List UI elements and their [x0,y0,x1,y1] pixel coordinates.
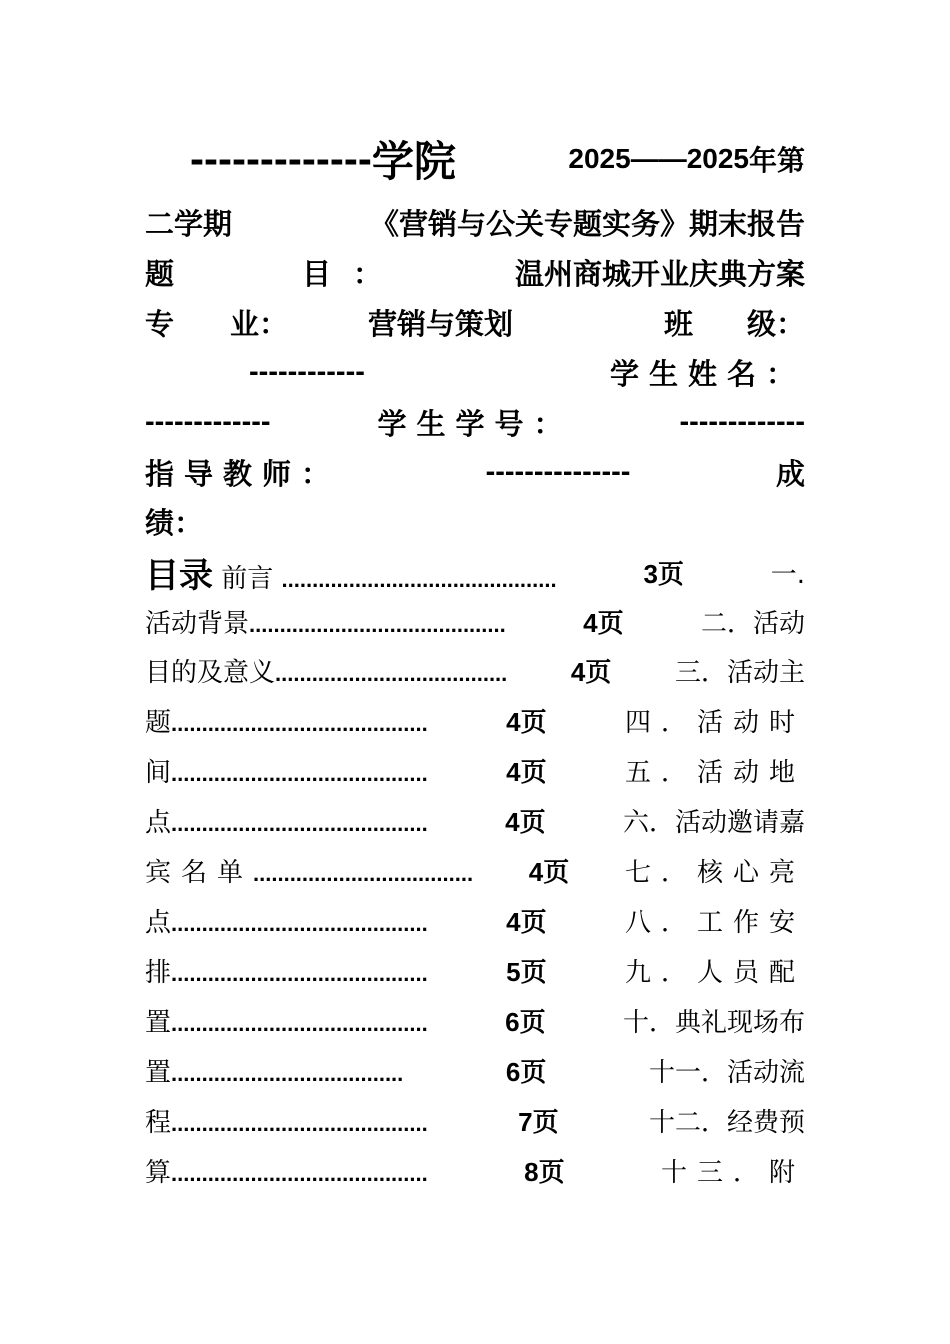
toc-entry-page: 3页 [643,558,684,589]
toc-line [145,548,805,596]
toc-entry-label: 程 [145,1107,172,1138]
toc-line [145,1046,805,1094]
toc-entry-page: 8页 [524,1156,565,1187]
toc-entry-dots: .......................................... [171,1160,428,1186]
toc-entry-dots: .................................... [253,860,474,886]
toc-entry-dots: .......................................... [171,960,428,986]
student-id-label: 学生学号： [377,406,573,441]
toc-entry-page: 4页 [506,906,547,937]
toc-line [145,1096,805,1144]
toc-entry-page: 4页 [528,856,570,887]
toc-line [145,996,805,1044]
toc-entry-label: 点 [145,807,172,838]
toc-entry-label: 点 [145,907,172,938]
toc-line [145,646,805,694]
toc-entry-next: 二．活动 [700,608,805,639]
advisor-value: --------------- [485,455,631,488]
toc-entry-next: 一. [770,559,805,590]
toc-entry-page: 4页 [506,706,547,737]
toc-entry-label: 题 [145,707,172,738]
toc-entry-next: 五．活动地 [624,757,805,788]
toc-entry-page: 4页 [583,607,624,638]
toc-entry-dots: .......................................... [171,1010,428,1036]
toc-entry-page: 7页 [518,1106,559,1137]
title-colon: ： [353,256,383,291]
toc-entry-label: 置 [145,1057,172,1088]
toc-entry-page: 4页 [506,756,547,787]
title-label-2: 目 [302,256,332,291]
toc-line [145,946,805,994]
student-id-line [145,397,805,447]
toc-entry-label: 宾名单 [145,857,254,888]
year-range: 2025——2025 [568,143,749,174]
term-start: 年第 [748,144,805,177]
grade-label-2: 绩： [145,505,204,540]
toc-entry-dots: ............................................. [281,566,557,592]
toc-entry-label: 目的及意义 [145,657,276,688]
toc-entry-page: 6页 [505,1056,547,1087]
major-label-2: 业： [230,306,289,341]
major-value: 营销与策划 [368,306,514,341]
toc-entry-next: 三．活动主 [674,657,805,688]
toc-entry-dots: .......................................... [249,611,506,637]
title-label-1: 题 [145,256,175,291]
major-label-1: 专 [145,306,175,341]
toc-entry-next: 六．活动邀请嘉 [622,807,805,838]
header-line-1 [190,134,805,184]
toc-entry-next: 十一．活动流 [648,1057,805,1088]
toc-entry-next: 八．工作安 [624,907,805,938]
toc-line [145,846,805,894]
toc-entry-label: 前言 [221,563,274,594]
toc-entry-next: 七．核心亮 [624,857,805,888]
header-line-2 [145,197,805,247]
toc-entry-page: 4页 [570,656,612,687]
toc-entry-label: 算 [145,1157,172,1188]
course-title: 《营销与公关专题实务》期末报告 [369,206,805,241]
toc-entry-page: 5页 [506,956,547,987]
advisor-label: 指导教师： [145,456,341,491]
class-value-line [145,347,805,397]
student-id-value: ------------- [679,405,805,438]
toc-entry-dots: ...................................... [171,1060,404,1086]
term-rest: 二学期 [145,206,233,241]
toc-entry-dots: .......................................... [171,760,428,786]
class-label-1: 班 [663,306,693,341]
toc-entry-next: 十三．附 [660,1157,805,1188]
toc-heading: 目录 [145,555,213,596]
toc-entry-label: 置 [145,1007,172,1038]
toc-entry-label: 活动背景 [145,608,250,639]
toc-entry-page: 4页 [505,806,546,837]
grade-label-1: 成 [775,456,805,491]
college-suffix: 学院 [371,137,456,186]
toc-entry-dots: .......................................... [171,1110,428,1136]
toc-entry-dots: .......................................... [171,910,428,936]
toc-entry-label: 排 [145,957,172,988]
toc-entry-dots: ...................................... [275,660,508,686]
class-label-2: 级： [746,306,805,341]
college-prefix: ------------- [190,135,372,182]
toc-entry-next: 十．典礼现场布 [622,1007,805,1038]
major-line [145,297,805,347]
toc-entry-next: 四．活动时 [624,707,805,738]
title-line [145,247,805,297]
grade-line [145,496,805,546]
toc-line [145,796,805,844]
student-name-value: ------------- [145,405,271,438]
toc-line [145,696,805,744]
toc-entry-next: 九．人员配 [624,957,805,988]
title-value: 温州商城开业庆典方案 [514,256,805,291]
toc-entry-label: 间 [145,757,172,788]
class-value: ------------ [249,355,365,388]
toc-entry-next: 十二．经费预 [648,1107,805,1138]
toc-line [145,746,805,794]
toc-line [145,896,805,944]
toc-line [145,1146,805,1194]
toc-entry-dots: .......................................... [171,810,428,836]
toc-line [145,597,805,645]
toc-entry-dots: .......................................... [171,710,428,736]
toc-entry-page: 6页 [505,1006,546,1037]
student-name-label: 学生姓名： [609,356,805,391]
advisor-line [145,447,805,497]
